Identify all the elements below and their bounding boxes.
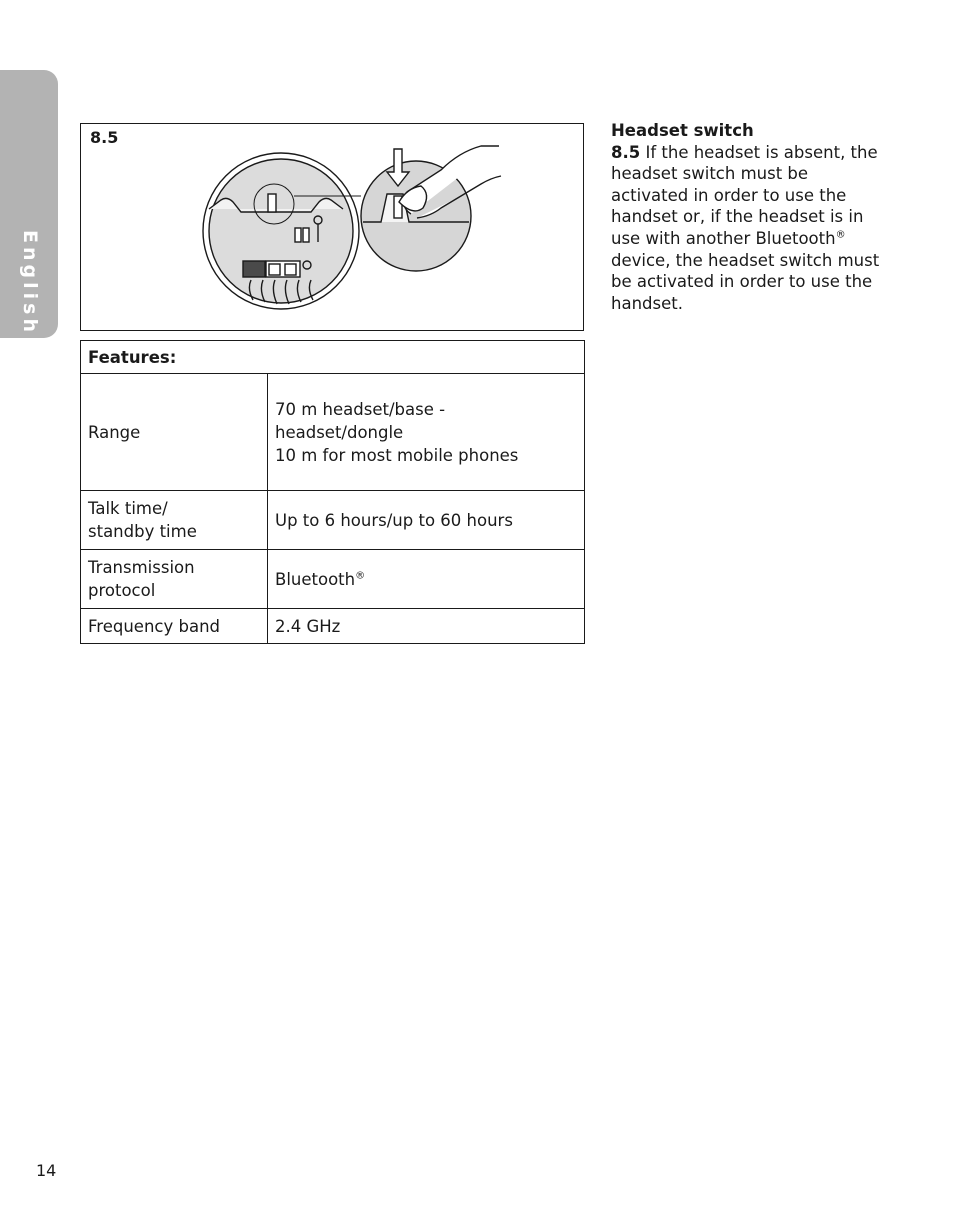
feature-label-line: standby time — [88, 522, 197, 541]
feature-value-line: headset/dongle — [275, 422, 404, 442]
figure-reference: 8.5 — [611, 142, 641, 162]
page-number: 14 — [36, 1161, 57, 1180]
feature-label: Frequency band — [81, 609, 268, 644]
feature-value-line: 70 m headset/base - — [275, 399, 446, 419]
section-body — [611, 142, 886, 315]
feature-label — [81, 491, 268, 550]
feature-value: 2.4 GHz — [268, 609, 585, 644]
section-heading: Headset switch — [611, 121, 754, 140]
figure-8-5 — [80, 123, 584, 331]
base-station-illustration — [81, 124, 583, 330]
headset-switch-section — [611, 120, 886, 314]
features-table-header: Features: — [81, 341, 585, 374]
features-table — [80, 340, 585, 644]
feature-value-text: Bluetooth — [275, 569, 356, 589]
feature-label: Range — [81, 374, 268, 491]
table-row — [81, 491, 585, 550]
registered-mark: ® — [355, 570, 366, 581]
table-row — [81, 550, 585, 609]
feature-label-line: Talk time/ — [88, 499, 168, 518]
feature-label — [81, 550, 268, 609]
feature-label-line: protocol — [88, 581, 156, 600]
feature-value-line: 10 m for most mobile phones — [275, 445, 519, 465]
feature-label-line: Transmission — [88, 558, 195, 577]
table-row — [81, 374, 585, 491]
registered-mark: ® — [835, 229, 846, 241]
feature-value: Up to 6 hours/up to 60 hours — [268, 491, 585, 550]
feature-value — [268, 374, 585, 491]
body-text: If the headset is absent, the headset switch must be activated in order to use the handset or, if the headset is in use with another Bluetooth — [611, 142, 878, 248]
base-station-drawing — [203, 153, 361, 309]
language-tab-label: English — [19, 230, 41, 336]
zoom-detail-drawing — [361, 146, 501, 271]
language-side-tab — [0, 70, 58, 338]
body-text: device, the headset switch must be activated in order to use the handset. — [611, 250, 880, 313]
figure-label: 8.5 — [90, 128, 119, 147]
feature-value — [268, 550, 585, 609]
table-row — [81, 609, 585, 644]
